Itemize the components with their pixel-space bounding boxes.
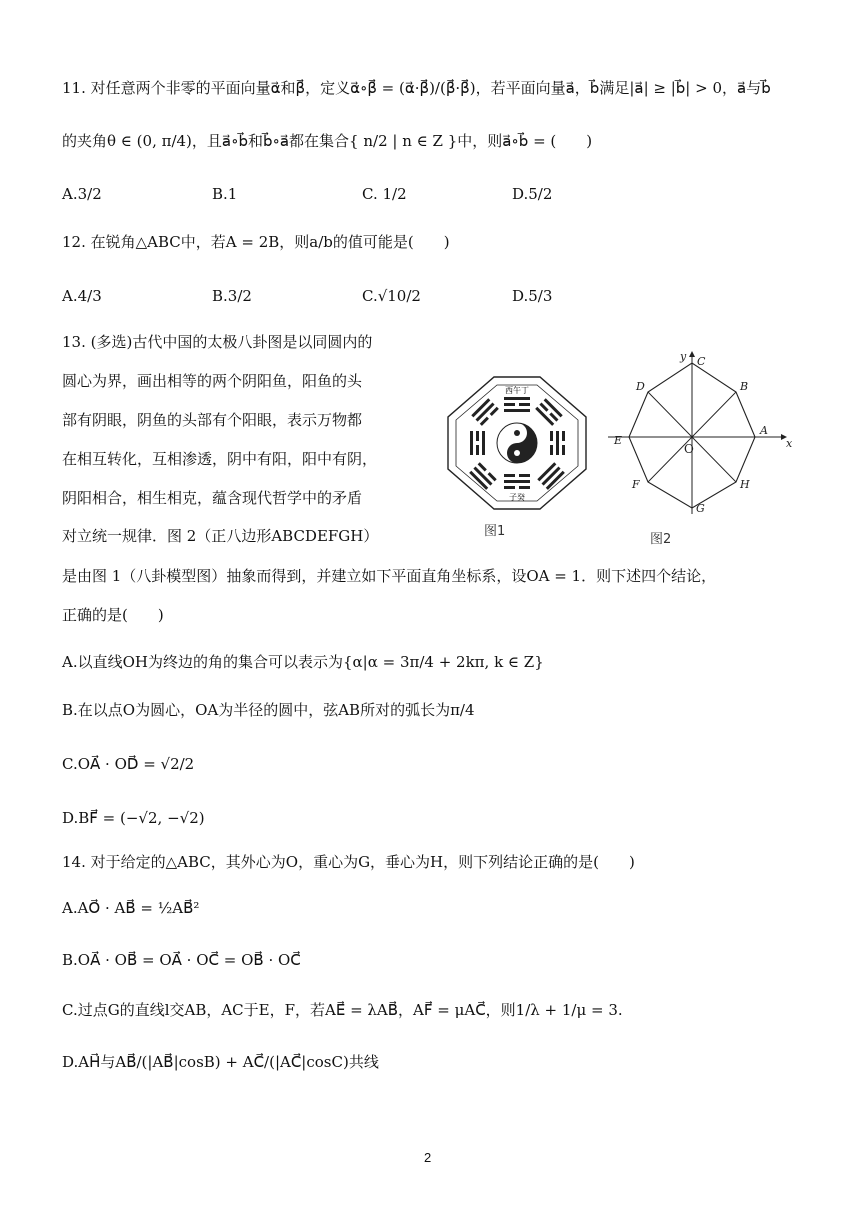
q13-stem-line6: 对立统一规律．图 2（正八边形ABCDEFGH） <box>62 527 379 545</box>
figure2-caption: 图2 <box>650 532 672 547</box>
q13-stem-line3: 部有阴眼，阴鱼的头部有个阳眼，表示万物都 <box>62 411 363 429</box>
q14-stem: 14. 对于给定的△ABC，其外心为O，重心为G，垂心为H，则下列结论正确的是( ) <box>62 853 635 871</box>
vertex-f-label: F <box>632 478 640 491</box>
figure1-caption: 图1 <box>484 524 506 539</box>
q12-stem: 12. 在锐角△ABC中，若A = 2B，则a/b的值可能是( ) <box>62 233 450 251</box>
q13-stem-line5: 阴阳相合，相生相克，蕴含现代哲学中的矛盾 <box>62 489 363 507</box>
q12-option-d: D.5/3 <box>512 287 553 305</box>
q13-option-a: A.以直线OH为终边的角的集合可以表示为{α|α = 3π/4 + 2kπ, k ∈ Z} <box>62 653 544 671</box>
q11-option-b: B.1 <box>212 185 238 203</box>
q11-option-c: C. 1/2 <box>362 185 407 203</box>
q13-option-b: B.在以点O为圆心，OA为半径的圆中，弦AB所对的弧长为π/4 <box>62 701 475 719</box>
page-number: 2 <box>424 1150 432 1165</box>
q14-option-c: C.过点G的直线l交AB，AC于E，F，若AE⃗ = λAB⃗，AF⃗ = μAC⃗，则1/λ + 1/μ = 3. <box>62 1001 623 1019</box>
q13-stem-line2: 圆心为界，画出相等的两个阴阳鱼，阳鱼的头 <box>62 372 363 390</box>
q13-stem-line7: 是由图 1（八卦模型图）抽象而得到，并建立如下平面直角坐标系，设OA = 1．则下述四个结论， <box>62 567 717 585</box>
q13-option-d: D.BF⃗ = (−√2, −√2) <box>62 809 205 827</box>
q14-option-d: D.AH⃗与AB⃗/(|AB⃗|cosB) + AC⃗/(|AC⃗|cosC)共线 <box>62 1053 379 1071</box>
q12-option-c: C.√10/2 <box>362 287 421 305</box>
bagua-label-bottom: 子癸 <box>509 493 525 502</box>
x-axis-label: x <box>786 437 793 450</box>
q14-option-b: B.OA⃗ · OB⃗ = OA⃗ · OC⃗ = OB⃗ · OC⃗ <box>62 951 301 969</box>
vertex-g-label: G <box>696 502 705 515</box>
q14-option-a: A.AO⃗ · AB⃗ = ½AB⃗² <box>62 899 200 917</box>
q12-option-b: B.3/2 <box>212 287 252 305</box>
octagon-figure <box>600 348 800 518</box>
q13-stem-line1: 13. (多选)古代中国的太极八卦图是以同圆内的 <box>62 333 373 351</box>
vertex-d-label: D <box>636 380 645 393</box>
bagua-label-top: 西午丁 <box>505 386 529 395</box>
q11-stem-line2: 的夹角θ ∈ (0, π/4)，且a⃗∘b⃗和b⃗∘a⃗都在集合{ n/2 | n ∈ Z }中，则a⃗∘b⃗ = ( ) <box>62 132 593 150</box>
vertex-b-label: B <box>740 380 749 393</box>
q11-option-d: D.5/2 <box>512 185 553 203</box>
q13-option-c: C.OA⃗ · OD⃗ = √2/2 <box>62 755 195 773</box>
bagua-figure <box>442 373 592 513</box>
vertex-a-label: A <box>760 424 768 437</box>
q11-option-a: A.3/2 <box>62 185 102 203</box>
vertex-h-label: H <box>740 478 750 491</box>
y-axis-label: y <box>680 350 687 363</box>
q13-stem-line4: 在相互转化，互相渗透，阴中有阳，阳中有阴， <box>62 450 378 468</box>
vertex-c-label: C <box>697 355 706 368</box>
q12-option-a: A.4/3 <box>62 287 102 305</box>
origin-label: O <box>684 442 694 456</box>
q11-stem-line1: 11. 对任意两个非零的平面向量α⃗和β⃗，定义α⃗∘β⃗ = (α⃗·β⃗)/(β⃗·β⃗)，若平面向量a⃗，b⃗满足|a⃗| ≥ |b⃗| > 0，a⃗与b⃗ <box>62 79 771 97</box>
vertex-e-label: E <box>614 434 623 447</box>
taiji-symbol <box>497 423 537 463</box>
q13-stem-line8: 正确的是( ) <box>62 606 164 624</box>
